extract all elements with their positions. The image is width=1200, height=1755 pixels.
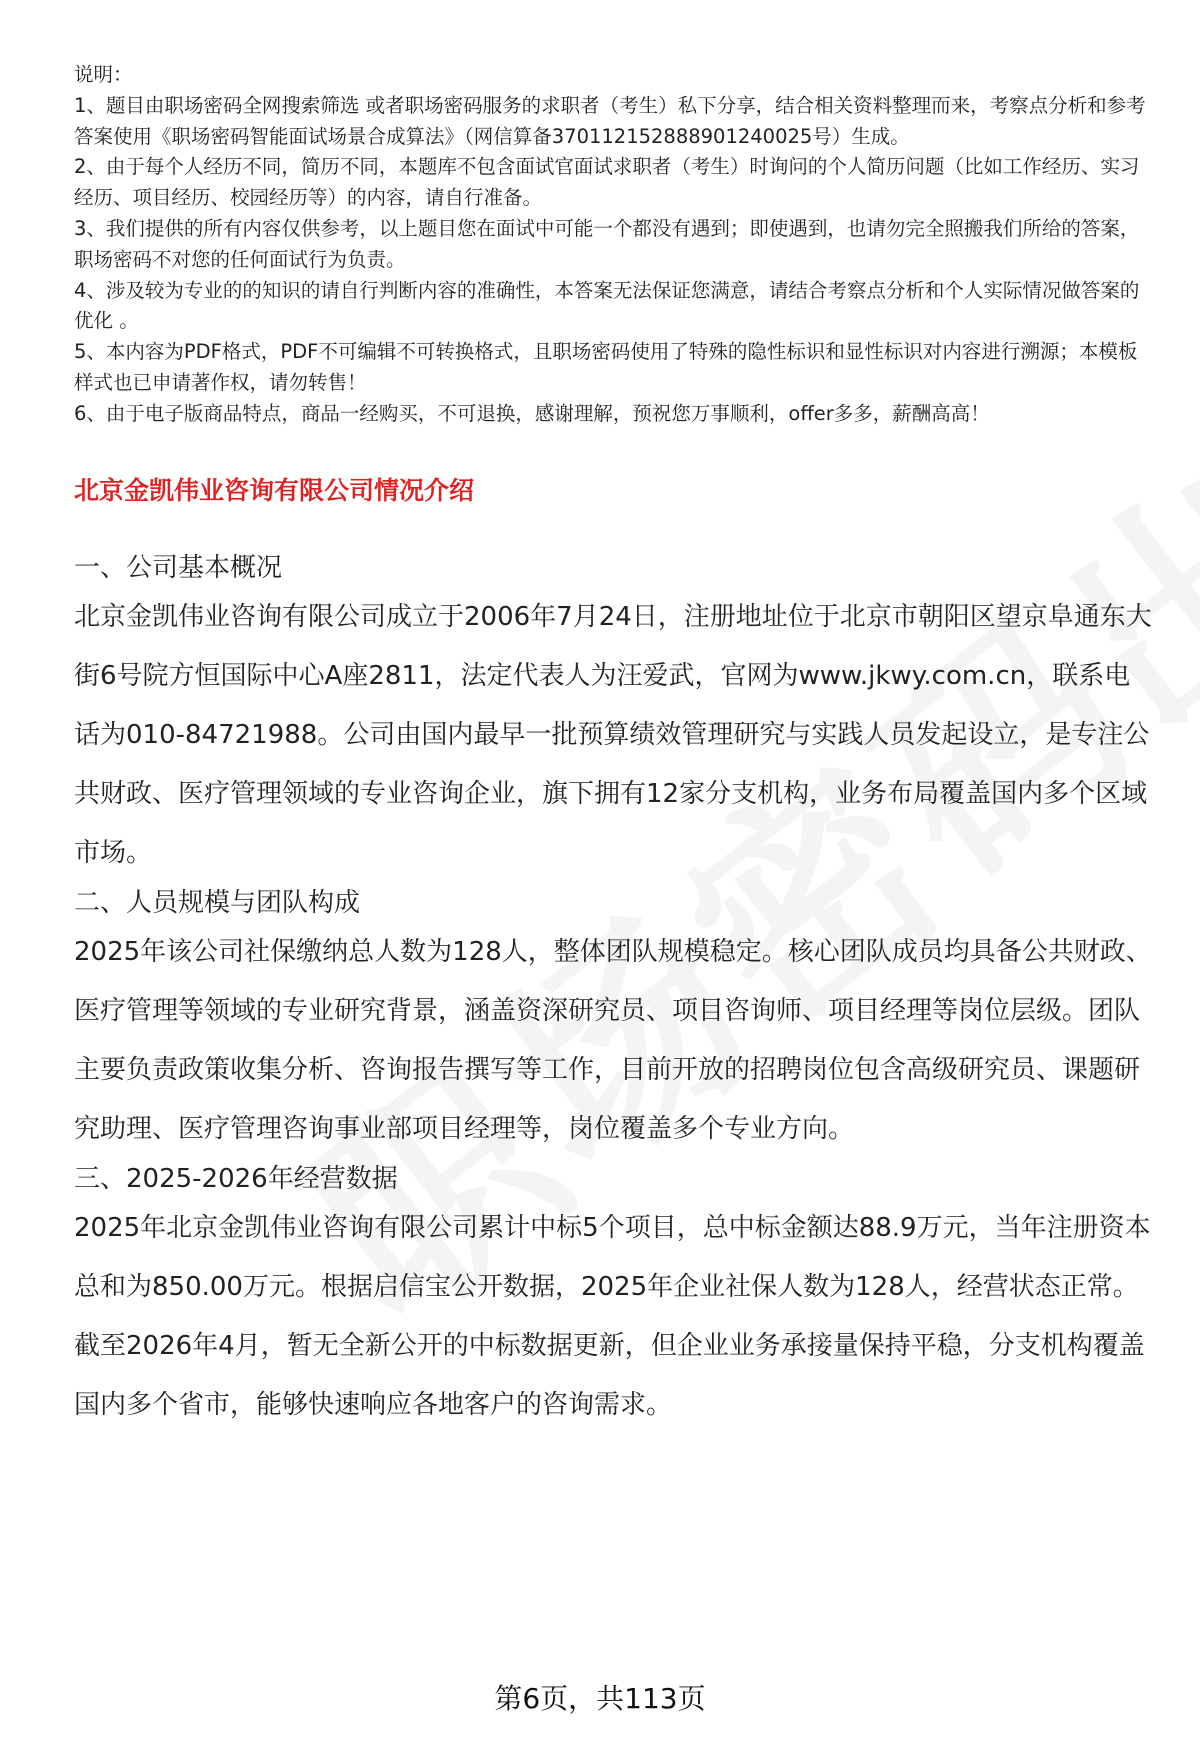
page-content <box>74 60 1154 1435</box>
section-heading-overview: 一、公司基本概况 <box>74 552 283 583</box>
section-paragraph-overview: 北京金凯伟业咨询有限公司成立于2006年7月24日，注册地址位于北京市朝阳区望京阜通东大街6号院方恒国际中心A座2811，法定代表人为汪爱武，官网为www.jkwy.com.cn，联系电话为010-84721988。公司由国内最早一批预算绩效管理研究与实践人员发起设立，是专注公共财政、医疗管理领域的专业咨询企业，旗下拥有12家分支机构，业务布局覆盖国内多个区域市场。 <box>74 601 1152 868</box>
section-paragraph-operations: 2025年北京金凯伟业咨询有限公司累计中标5个项目，总中标金额达88.9万元，当年注册资本总和为850.00万元。根据启信宝公开数据，2025年企业社保人数为128人，经营状态正常。截至2026年4月，暂无全新公开的中标数据更新，但企业业务承接量保持平稳，分支机构覆盖国内多个省市，能够快速响应各地客户的咨询需求。 <box>74 1212 1151 1420</box>
notes-heading: 说明： <box>74 63 133 86</box>
note-item-1: 1、题目由职场密码全网搜索筛选 或者职场密码服务的求职者（考生）私下分享，结合相关资料整理而来，考察点分析和参考答案使用《职场密码智能面试场景合成算法》（网信算备370112152888901240025号）生成。 <box>74 93 1146 148</box>
section-heading-operations: 三、2025-2026年经营数据 <box>74 1163 398 1194</box>
section-paragraph-team: 2025年该公司社保缴纳总人数为128人，整体团队规模稳定。核心团队成员均具备公共财政、医疗管理等领域的专业研究背景，涵盖资深研究员、项目咨询师、项目经理等岗位层级。团队主要负责政策收集分析、咨询报告撰写等工作，目前开放的招聘岗位包含高级研究员、课题研究助理、医疗管理咨询事业部项目经理等，岗位覆盖多个专业方向。 <box>74 936 1152 1144</box>
note-item-2: 2、由于每个人经历不同，简历不同，本题库不包含面试官面试求职者（考生）时询问的个人简历问题（比如工作经历、实习经历、项目经历、校园经历等）的内容，请自行准备。 <box>74 155 1140 210</box>
section-heading-team: 二、人员规模与团队构成 <box>74 887 361 918</box>
note-item-4: 4、涉及较为专业的的知识的请自行判断内容的准确性，本答案无法保证您满意，请结合考察点分析和个人实际情况做答案的优化 。 <box>74 278 1140 333</box>
note-item-3: 3、我们提供的所有内容仅供参考，以上题目您在面试中可能一个都没有遇到；即使遇到，也请勿完全照搬我们所给的答案，职场密码不对您的任何面试行为负责。 <box>74 216 1140 271</box>
note-item-5: 5、本内容为PDF格式，PDF不可编辑不可转换格式，且职场密码使用了特殊的隐性标识和显性标识对内容进行溯源；本模板样式也已申请著作权，请勿转售！ <box>74 340 1138 394</box>
disclaimer-notes <box>74 60 1154 430</box>
page-number: 第6页，共113页 <box>494 1682 706 1715</box>
company-title: 北京金凯伟业咨询有限公司情况介绍 <box>74 475 475 505</box>
note-item-6: 6、由于电子版商品特点，商品一经购买，不可退换，感谢理解，预祝您万事顺利，offer多多，薪酬高高！ <box>74 401 990 425</box>
